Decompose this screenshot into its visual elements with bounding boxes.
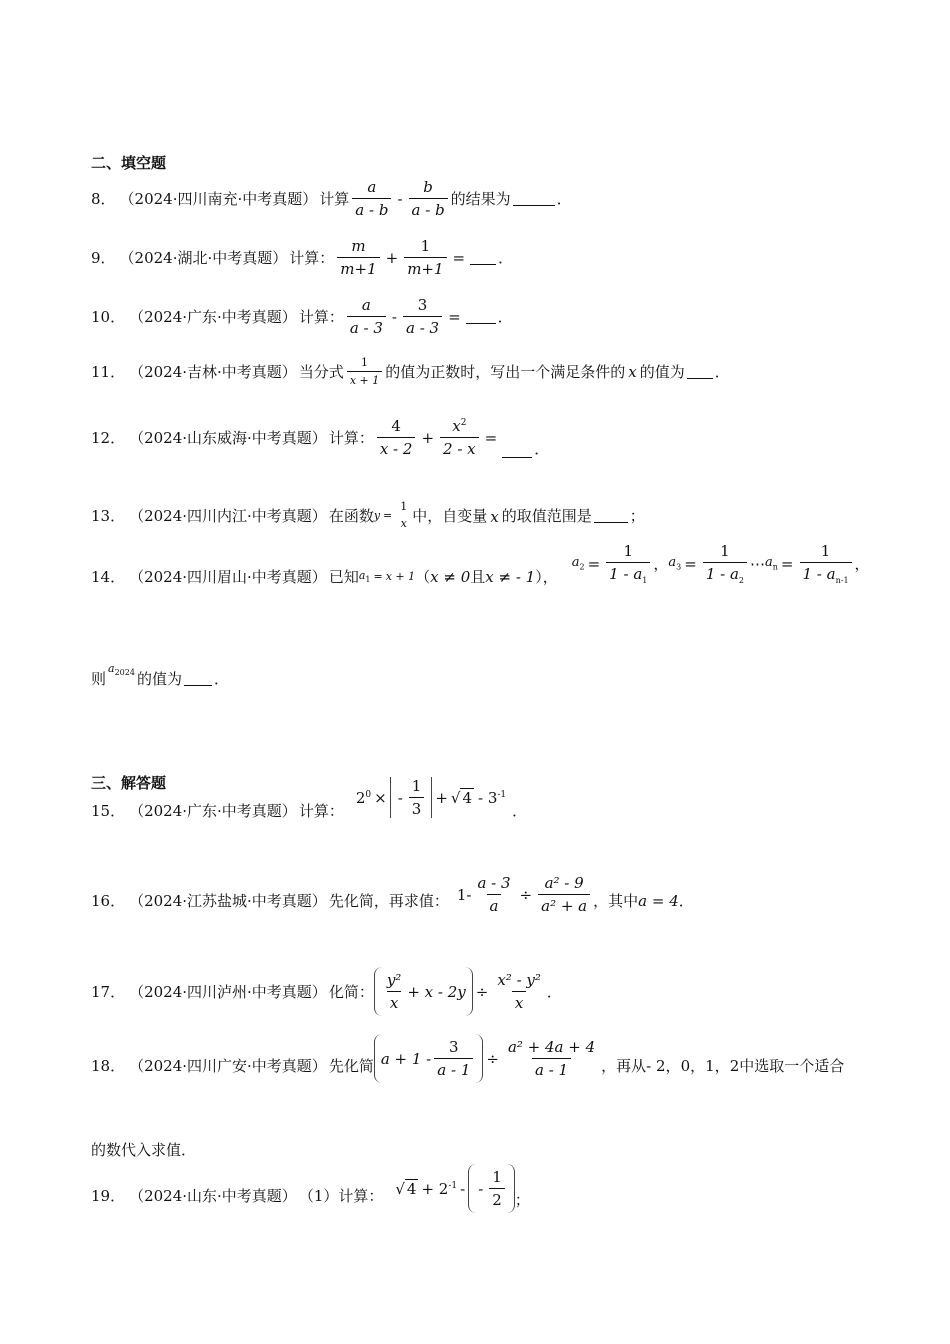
q12-equals: = xyxy=(484,428,498,447)
q18-f1-num: 3 xyxy=(449,1038,459,1056)
q13-equals: = xyxy=(383,508,393,522)
q18-div: ÷ xyxy=(486,1049,499,1068)
q17-end: ． xyxy=(546,983,562,1001)
q14-eq-2: = xyxy=(587,554,601,573)
q14-cond-x-neq-m1: x ≠ - 1 xyxy=(485,567,536,586)
q14-a2 xyxy=(572,555,585,572)
q14-number: 14． xyxy=(91,568,126,586)
q16-after: ，其中 xyxy=(593,892,639,910)
q14-a2-idx: 2 xyxy=(579,562,585,572)
q16-f2-den: a² + a xyxy=(538,894,590,915)
q19-fraction xyxy=(489,1168,505,1209)
q15-neg: - xyxy=(397,788,403,807)
question-18 xyxy=(91,1038,845,1083)
q14-an-idx: n xyxy=(772,562,778,572)
q13-y: y xyxy=(373,508,381,522)
q14-fan-den-text: 1 - a xyxy=(802,565,836,583)
q12-f2-num-exp: 2 xyxy=(460,418,467,428)
q14-fraction-an xyxy=(800,542,852,585)
question-19 xyxy=(91,1168,530,1213)
q16-f1-num: a - 3 xyxy=(477,874,511,892)
q12-fraction-2 xyxy=(440,417,479,458)
q9-prompt: 计算： xyxy=(289,249,335,267)
q18-after2: 中选取一个适合 xyxy=(739,1057,845,1075)
q14-x-plus-1: x + 1 xyxy=(385,570,416,583)
q10-minus: - xyxy=(391,307,397,326)
q18-value-3: 1 xyxy=(705,1056,715,1075)
q18-fraction-1 xyxy=(434,1038,473,1079)
q15-sqrt-rad: 4 xyxy=(462,789,472,807)
q11-variable: x xyxy=(628,362,637,381)
q15-minus-three-exp: -1 xyxy=(497,789,507,800)
q14-ellipsis: ⋯ xyxy=(750,554,765,573)
q17-f2-num: x² - y² xyxy=(497,971,541,989)
q8-prompt: 计算 xyxy=(319,190,350,208)
q9-end: ． xyxy=(498,249,514,267)
q8-after: 的结果为 xyxy=(450,190,511,208)
q15-minus-three-text: - 3 xyxy=(478,788,498,807)
q8-answer-blank xyxy=(513,191,555,206)
q19-end: ； xyxy=(514,1191,530,1209)
q14-source: （2024·四川眉山·中考真题） xyxy=(129,568,327,586)
section-fill-blank-title: 二、填空题 xyxy=(91,154,167,172)
q12-number: 12． xyxy=(91,429,126,447)
q14-an xyxy=(765,555,778,572)
q14-fa3-num: 1 xyxy=(720,542,730,560)
q11-number: 11． xyxy=(91,363,126,381)
q17-div: ÷ xyxy=(475,982,489,1001)
q15-minus-three xyxy=(478,789,506,807)
q17-fraction-2 xyxy=(494,971,544,1012)
q16-number: 16． xyxy=(91,892,126,910)
q15-number: 15． xyxy=(91,802,126,820)
q19-number: 19． xyxy=(91,1187,126,1205)
q18-f1-den: a - 1 xyxy=(434,1058,473,1079)
q14-fa2-den xyxy=(606,562,650,585)
q12-f2-den: 2 - x xyxy=(440,437,479,458)
q10-prompt: 计算： xyxy=(298,308,344,326)
q11-f-num: 1 xyxy=(361,356,369,369)
q15-times: × xyxy=(374,788,387,807)
q18-sep-3: ， xyxy=(714,1057,730,1075)
q9-f1-num: m xyxy=(351,237,366,255)
q13-number: 13． xyxy=(91,506,126,525)
q14-a1 xyxy=(359,569,371,584)
q9-f1-den: m+1 xyxy=(337,257,379,278)
q14-end: ． xyxy=(213,670,229,688)
q19-inner-neg: - xyxy=(478,1179,484,1198)
q14-eq-3: = xyxy=(684,554,697,573)
question-8 xyxy=(91,178,572,219)
question-12 xyxy=(91,416,549,459)
q11-after2: 的值为 xyxy=(639,363,685,381)
q14-fa2-num: 1 xyxy=(623,542,634,560)
q15-third xyxy=(409,777,425,818)
q12-plus: + xyxy=(421,428,435,447)
q14-comma-1: ， xyxy=(653,555,669,573)
q12-source: （2024·山东威海·中考真题） xyxy=(129,429,327,447)
q17-f2-den: x xyxy=(512,991,526,1012)
q10-f1-num: a xyxy=(361,296,371,314)
q14-an-base: a xyxy=(765,555,773,571)
question-16 xyxy=(91,874,694,915)
q12-f1-den: x - 2 xyxy=(377,437,416,458)
q14-cond-and: 且 xyxy=(470,568,486,586)
q8-f1-den: a - b xyxy=(352,198,391,219)
q9-fraction-1 xyxy=(337,237,379,278)
q16-fraction-1 xyxy=(474,874,513,915)
q9-equals: = xyxy=(452,248,466,267)
q11-after: 的值为正数时，写出一个满足条件的 xyxy=(385,363,626,381)
q12-prompt: 计算： xyxy=(328,429,374,447)
q14-eq-1: = xyxy=(373,570,383,583)
q14-prompt: 已知 xyxy=(328,568,359,586)
q13-source: （2024·四川内江·中考真题） xyxy=(129,506,327,525)
q16-f2-num: a² - 9 xyxy=(544,874,584,892)
q8-f2-den: a - b xyxy=(409,198,448,219)
q18-sep-1: ， xyxy=(665,1057,681,1075)
q16-one-minus: 1- xyxy=(456,885,472,904)
q14-eq-n: = xyxy=(780,554,794,573)
q9-source: （2024·湖北·中考真题） xyxy=(119,249,288,267)
q14-a3-idx: 3 xyxy=(676,562,682,572)
q12-end: ． xyxy=(534,440,550,458)
q18-source: （2024·四川广安·中考真题） xyxy=(129,1057,327,1075)
q14-cond-open: （ xyxy=(415,568,431,586)
q19-f-den: 2 xyxy=(489,1188,505,1209)
q19-minus: - xyxy=(460,1179,466,1198)
q10-answer-blank xyxy=(466,309,496,324)
q15-source: （2024·广东·中考真题） xyxy=(129,802,297,820)
q14-fa3-den-idx: 2 xyxy=(738,576,744,585)
q18-value-2: 0 xyxy=(680,1056,691,1075)
q8-fraction-2 xyxy=(409,178,448,219)
q18-value-4: 2 xyxy=(729,1056,740,1075)
q17-f1-den: x xyxy=(387,991,401,1012)
q14-cond-x-neq-0: x ≠ 0 xyxy=(430,567,471,586)
q19-source: （2024·山东·中考真题） xyxy=(129,1187,297,1205)
q8-source: （2024·四川南充·中考真题） xyxy=(119,190,318,208)
question-17 xyxy=(91,967,562,1016)
q18-paren xyxy=(374,1034,484,1083)
sqrt-icon: √ xyxy=(395,1179,405,1198)
q11-answer-blank xyxy=(687,364,713,379)
q14-line2-after: 的值为 xyxy=(136,670,182,688)
q19-paren xyxy=(468,1164,515,1213)
q19-sqrt-rad: 4 xyxy=(406,1180,417,1198)
q15-end: ． xyxy=(512,802,528,820)
q16-prompt: 先化简，再求值： xyxy=(328,892,449,910)
q19-expression xyxy=(395,1164,514,1213)
q16-expression xyxy=(457,874,593,915)
q19-mid-exp: -1 xyxy=(448,1180,458,1191)
question-9 xyxy=(91,237,513,278)
q14-a1-base: a xyxy=(358,568,366,582)
q10-fraction-1 xyxy=(347,296,386,337)
q17-paren xyxy=(374,967,473,1016)
q16-div: ÷ xyxy=(519,885,533,904)
q13-prompt: 在函数 xyxy=(328,506,374,525)
q16-fraction-2 xyxy=(538,874,590,915)
q13-variable: x xyxy=(490,508,499,526)
q14-comma-2: ， xyxy=(854,555,870,573)
q16-end: ． xyxy=(678,892,694,910)
q9-plus: + xyxy=(385,248,399,267)
q14-answer-blank xyxy=(184,671,212,686)
q10-equals: = xyxy=(448,307,461,326)
q17-mid: + x - 2y xyxy=(407,982,466,1001)
q17-source: （2024·四川泸州·中考真题） xyxy=(129,983,327,1001)
q15-third-den: 3 xyxy=(409,797,425,818)
q18-sep-2: ， xyxy=(690,1057,706,1075)
q9-number: 9． xyxy=(91,249,116,267)
q10-number: 10． xyxy=(91,308,126,326)
q19-mid-text: + 2 xyxy=(421,1179,449,1198)
q14-fan-num: 1 xyxy=(820,542,831,560)
q8-f2-num: b xyxy=(423,178,433,196)
q15-base-num: 2 xyxy=(355,788,366,807)
q14-fa2-den-text: 1 - a xyxy=(609,565,643,583)
q9-f2-den: m+1 xyxy=(404,257,446,278)
q14-a1-idx: 1 xyxy=(365,575,371,585)
q8-number: 8． xyxy=(91,190,116,208)
q10-source: （2024·广东·中考真题） xyxy=(129,308,297,326)
q14-fa3-den-text: 1 - a xyxy=(705,565,739,583)
q12-f1-num: 4 xyxy=(391,417,401,435)
q14-a2024 xyxy=(108,662,135,677)
q12-f2-num xyxy=(449,417,469,437)
q18-f2-den: a - 1 xyxy=(532,1058,571,1079)
q19-sqrt xyxy=(395,1179,418,1198)
q9-fraction-2 xyxy=(404,237,446,278)
question-14-line-2 xyxy=(91,661,229,689)
q19-part: （1）计算： xyxy=(298,1187,384,1205)
q15-abs xyxy=(390,777,433,818)
sqrt-icon: √ xyxy=(450,788,461,807)
q13-after2: 的取值范围是 xyxy=(501,506,592,525)
q14-cond-close: ）， xyxy=(535,568,558,586)
q10-f2-num: 3 xyxy=(417,296,428,314)
q13-end: ； xyxy=(629,506,645,525)
q10-end: ． xyxy=(497,308,513,326)
q8-minus: - xyxy=(397,189,403,208)
q15-plus: + xyxy=(435,788,448,807)
q14-a3 xyxy=(668,555,681,572)
question-14 xyxy=(91,542,870,587)
q14-sequence xyxy=(572,542,870,585)
q8-end: ． xyxy=(556,190,572,208)
question-10 xyxy=(91,296,513,337)
q14-a3-base: a xyxy=(668,555,677,571)
q17-prompt: 化简： xyxy=(328,983,374,1001)
q18-f2-num: a² + 4a + 4 xyxy=(507,1038,596,1056)
q15-prompt: 计算： xyxy=(298,802,344,820)
section-solve-title: 三、解答题 xyxy=(91,774,167,792)
q9-answer-blank xyxy=(470,250,496,265)
q8-fraction-1 xyxy=(352,178,391,219)
q13-answer-blank xyxy=(594,508,628,523)
q18-number: 18． xyxy=(91,1057,126,1075)
q15-base-exp: 0 xyxy=(365,789,372,800)
q14-line2-prefix: 则 xyxy=(91,670,107,688)
q17-number: 17． xyxy=(91,983,126,1001)
q15-expression xyxy=(356,777,506,818)
q11-f-den: x + 1 xyxy=(347,371,382,387)
q14-fraction-a3 xyxy=(703,542,747,585)
q13-after: 中，自变量 xyxy=(412,506,488,525)
q15-sqrt xyxy=(451,788,474,807)
q12-fraction-1 xyxy=(377,417,416,458)
q15-third-num: 1 xyxy=(411,777,422,795)
q13-f-den: x xyxy=(400,517,407,530)
q13-f-num: 1 xyxy=(400,500,408,513)
q8-f1-num: a xyxy=(367,178,377,196)
question-18-line-2: 的数代入求值． xyxy=(91,1141,197,1159)
q11-prompt: 当分式 xyxy=(298,363,344,381)
q19-mid xyxy=(421,1180,457,1198)
q18-value-1: - 2 xyxy=(646,1056,666,1075)
q11-source: （2024·吉林·中考真题） xyxy=(129,363,297,381)
q10-f2-den: a - 3 xyxy=(403,316,442,337)
q18-fraction-2 xyxy=(505,1038,598,1079)
q16-value: a = 4 xyxy=(638,891,679,910)
q10-fraction-2 xyxy=(403,296,442,337)
q14-fan-den-idx: n-1 xyxy=(835,576,849,585)
q17-f1-num: y² xyxy=(386,971,402,989)
question-11 xyxy=(91,356,730,387)
q12-answer-blank xyxy=(502,443,532,458)
q13-fraction xyxy=(397,500,410,530)
q14-fa2-den-idx: 1 xyxy=(642,576,648,585)
q14-fa3-den xyxy=(703,562,747,585)
q16-f1-den: a xyxy=(487,894,502,915)
q14-fraction-a2 xyxy=(606,542,650,585)
q17-fraction-1 xyxy=(384,971,405,1012)
q14-a2-base: a xyxy=(571,555,580,571)
q14-a2024-base: a xyxy=(108,661,115,675)
q11-end: ． xyxy=(714,363,730,381)
q18-prompt: 先化简 xyxy=(328,1057,374,1075)
q11-fraction xyxy=(347,356,382,387)
q18-pre: a + 1 - xyxy=(380,1049,432,1068)
q14-fan-den xyxy=(800,562,852,585)
q16-source: （2024·江苏盐城·中考真题） xyxy=(129,892,327,910)
q18-after: ，再从 xyxy=(601,1057,647,1075)
q12-f2-num-base: x xyxy=(452,417,461,435)
q9-f2-num: 1 xyxy=(420,237,431,255)
question-13 xyxy=(91,500,645,530)
q15-base xyxy=(356,789,371,807)
q10-f1-den: a - 3 xyxy=(347,316,386,337)
q14-a2024-idx: 2024 xyxy=(114,668,135,678)
q19-f-num: 1 xyxy=(492,1168,502,1186)
